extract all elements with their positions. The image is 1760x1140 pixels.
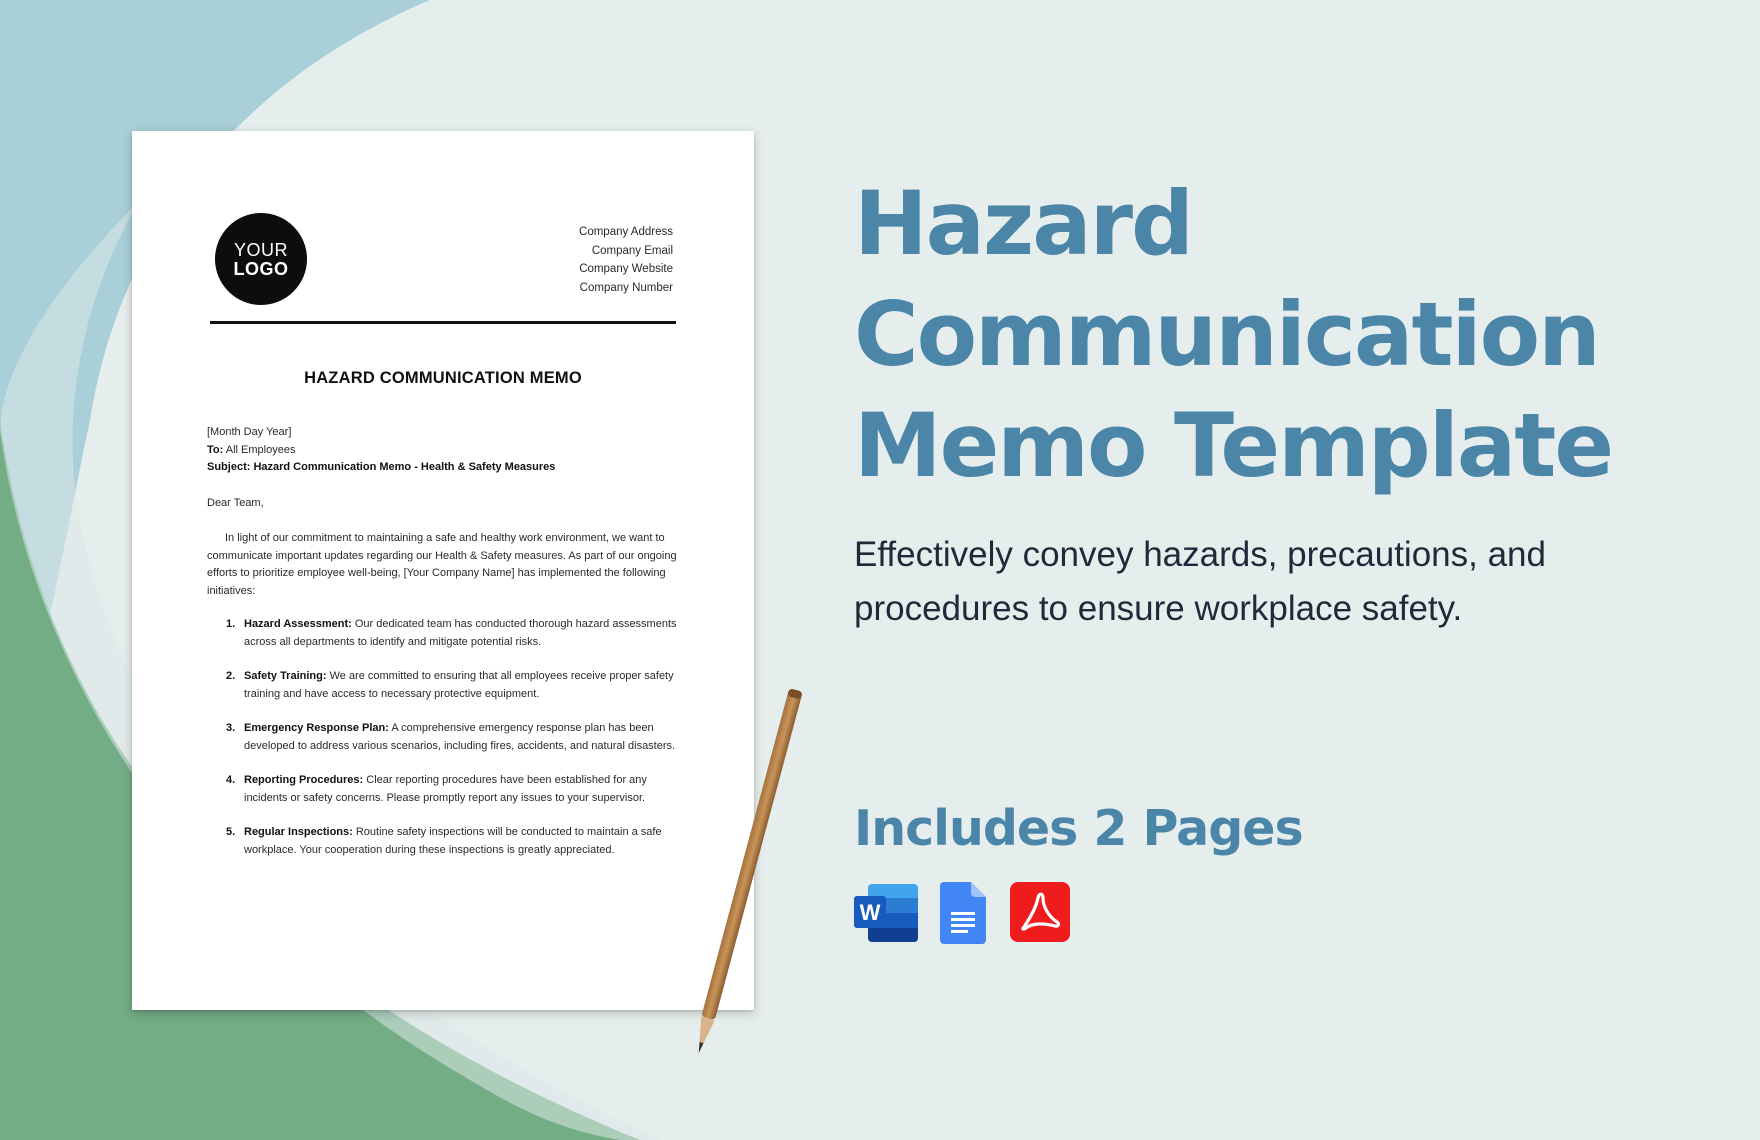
list-item bbox=[207, 720, 687, 755]
list-item bbox=[207, 668, 687, 703]
list-item-title: Emergency Response Plan: bbox=[244, 722, 389, 734]
list-item-number: 1. bbox=[226, 618, 236, 630]
list-item-title: Safety Training: bbox=[244, 670, 327, 682]
hero-title bbox=[854, 168, 1714, 501]
memo-greeting: Dear Team, bbox=[207, 496, 264, 509]
memo-intro: In light of our commitment to maintaining a safe and healthy work environment, we want to communicate important updates regarding our Health & Safety measures. As part of our ongoing efforts to prioritize employee well-being, [Your Company Name] has implemented the following initiatives: bbox=[207, 532, 677, 597]
company-address: Company Address bbox=[579, 226, 673, 238]
initiatives-list bbox=[207, 616, 687, 859]
hero-subtitle: Effectively convey hazards, precautions, and procedures to ensure workplace safety. bbox=[854, 535, 1546, 628]
company-website: Company Website bbox=[579, 263, 673, 275]
memo-to-label: To: bbox=[207, 443, 224, 456]
list-item bbox=[207, 824, 687, 859]
google-docs-icon bbox=[940, 882, 986, 944]
company-logo-placeholder bbox=[215, 213, 307, 305]
logo-line-2: LOGO bbox=[233, 258, 289, 279]
pdf-icon bbox=[1010, 882, 1070, 942]
hero-title-line-3: Memo Template bbox=[854, 394, 1613, 497]
memo-to bbox=[207, 442, 687, 460]
list-item-title: Reporting Procedures: bbox=[244, 774, 364, 786]
hero-title-line-1: Hazard bbox=[854, 172, 1193, 275]
list-item-text: Our dedicated team has conducted thorough hazard assessments across all departments to identify and mitigate potential risks. bbox=[244, 618, 677, 648]
memo-title: HAZARD COMMUNICATION MEMO bbox=[304, 369, 582, 387]
memo-document bbox=[132, 131, 754, 1010]
list-item-text: Clear reporting procedures have been established for any incidents or safety concerns. Please promptly report any issues to your supervisor. bbox=[244, 774, 647, 804]
hero-title-line-2: Communication bbox=[854, 283, 1599, 386]
list-item-title: Regular Inspections: bbox=[244, 826, 353, 838]
list-item bbox=[207, 616, 687, 651]
memo-body bbox=[207, 424, 687, 859]
company-info bbox=[579, 223, 673, 297]
logo-line-1: YOUR bbox=[233, 239, 288, 260]
company-number: Company Number bbox=[579, 281, 673, 294]
company-email: Company Email bbox=[591, 244, 673, 257]
list-item-text: Routine safety inspections will be conducted to maintain a safe workplace. Your cooperation during these inspections is greatly appreciated. bbox=[244, 826, 662, 856]
memo-to-value: All Employees bbox=[225, 443, 296, 456]
pages-count-heading: Includes 2 Pages bbox=[854, 800, 1303, 857]
memo-date: [Month Day Year] bbox=[207, 426, 292, 438]
list-item-number: 5. bbox=[226, 826, 236, 838]
word-icon bbox=[854, 882, 920, 944]
list-item-title: Hazard Assessment: bbox=[244, 618, 352, 630]
list-item-number: 2. bbox=[226, 670, 236, 682]
header-divider bbox=[210, 321, 676, 324]
list-item-number: 4. bbox=[226, 774, 236, 786]
word-icon-letter: W bbox=[859, 900, 881, 925]
list-item-text: We are committed to ensuring that all employees receive proper safety training and have access to necessary protective equipment. bbox=[244, 670, 674, 700]
list-item-number: 3. bbox=[226, 722, 236, 734]
list-item bbox=[207, 772, 687, 807]
memo-subject bbox=[207, 459, 687, 477]
list-item-text: A comprehensive emergency response plan has been developed to address various scenarios, including fires, accidents, and natural disasters. bbox=[244, 722, 676, 752]
memo-subject-text: Subject: Hazard Communication Memo - Health & Safety Measures bbox=[207, 461, 556, 473]
